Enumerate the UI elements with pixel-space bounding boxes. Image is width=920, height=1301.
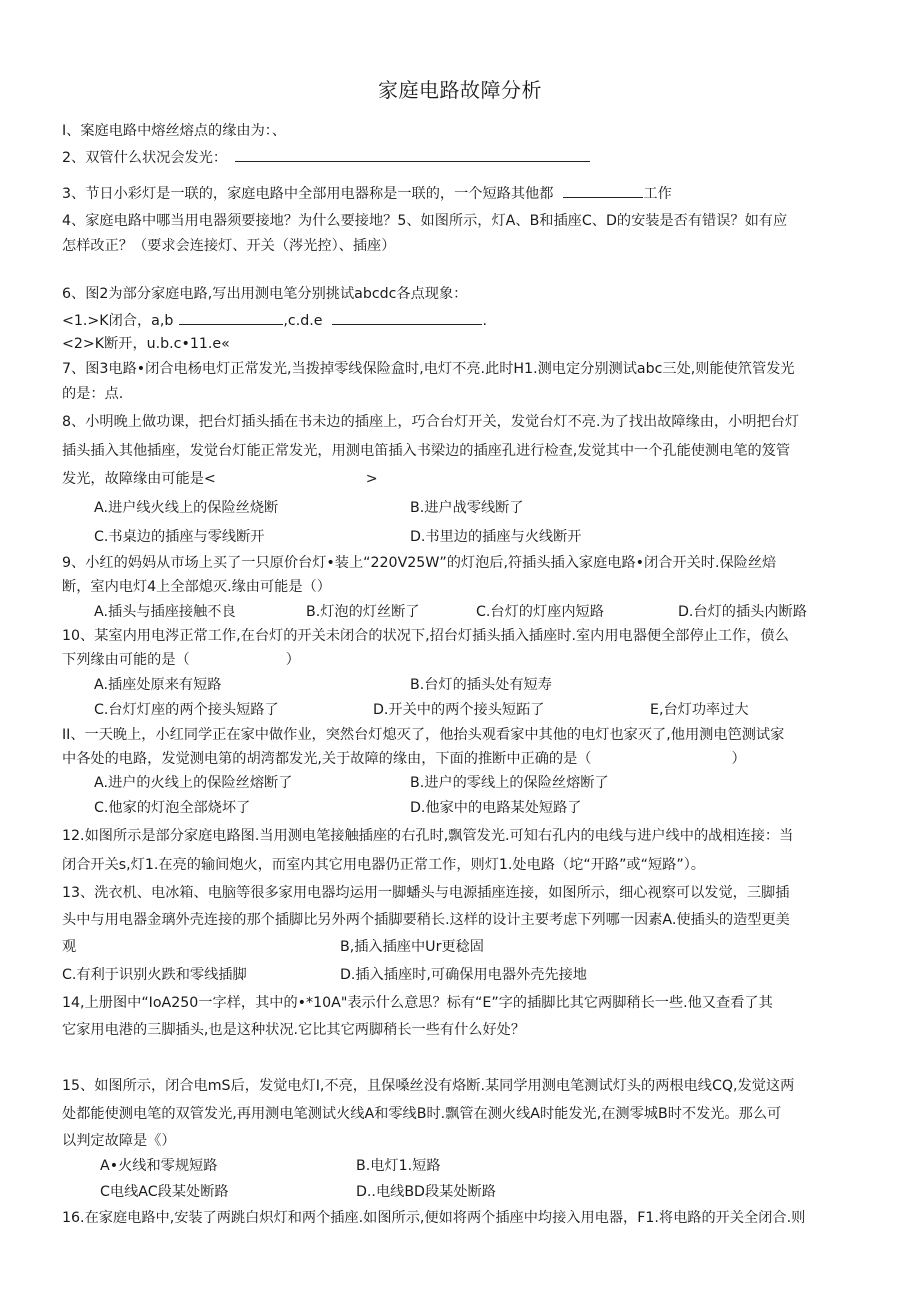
q8-close: > [365,471,378,487]
q15-option-b: B.电灯1.短路 [356,1158,441,1174]
question-15-line-1: 15、如图所示，闭合电mS后，发觉电灯I,不亮，且保嗓丝没有烙断.某同学用测电笔测试灯头的两根电线CQ,发觉这两 [62,1078,795,1094]
q13-option-c: C.有利于识别火跌和零线插脚 [62,967,247,983]
q6-case-1-end: . [482,313,487,329]
answer-blank [563,183,643,198]
question-12-line-2: 闭合开关s,灯1.在亮的输间炮火，而室内其它用电器仍正常工作，则灯1.处电路（坨“开路”或“短路”）。 [62,857,705,873]
question-2-label: 2、双管什么状况会发光： [62,150,228,166]
question-3 [62,183,672,204]
q11-stem: 中各处的电路，发觉测电第的胡湾都发光,关于故障的缘由，下面的推断中正确的是（ [62,751,592,767]
q10-stem: 下列缘由可能的是（ [62,652,190,668]
q10-option-c: C.台灯灯座的两个接头短路了 [94,702,279,718]
question-6-line-3: <2>K断开，u.b.c•11.e« [62,336,230,352]
q8-option-b: B.进户战零线断了 [410,500,524,516]
q6-case-1: <1.>K闭合，a,b [62,313,174,329]
q9-option-d: D.台灯的插头内断路 [678,604,807,620]
q10-close: ） [285,652,300,668]
q13-option-d: D.插入插座时,可确保用电器外壳先接地 [340,967,587,983]
question-13-line-1: 13、洗衣机、电冰箱、电脑等很多家用电器均运用一脚蟠头与电源插座连接，如图所示，细心视察可以发觉，三脚插 [62,885,790,901]
q15-option-c: C电线AC段某处断路 [100,1184,229,1200]
question-4-line-1: 4、家庭电路中哪当用电器须要接地？为什么要接地？5、如图所示，灯A、B和插座C、D的安装是否有错误？如有应 [62,213,788,229]
question-14-line-2: 它家用电港的三脚插头,也是这种状况.它比其它两脚稍长一些有什么好处？ [62,1022,526,1038]
question-11-line-2 [62,749,746,769]
answer-blank [179,310,283,325]
q11-option-a: A.进户的火线上的保险丝熔断了 [94,775,293,791]
question-10-line-2 [62,650,300,670]
question-15-line-2: 处都能使测电笔的双管发光,再用测电笔测试火线A和零线B时.飘管在测火线A时能发光,在测零城B时不发光。那么可 [62,1106,782,1122]
q13-option-b: B,插入插座中Ur更稔固 [340,939,484,955]
question-6-line-1: 6、图2为部分家庭电路,写出用测电笔分别挑试abcdc各点现象： [62,286,468,302]
question-4-line-2: 怎样改正？（要求会连接灯、开关（涔光控）、插座） [62,238,396,254]
q11-option-c: C.他家的灯泡全部烧坏了 [94,800,251,816]
question-14-line-1: 14,上册图中“IoA250一字样，其中的•*10A"表示什么意思？标有“E”字的插脚比其它两脚稍长一些.他又查看了其 [62,995,773,1011]
question-10-line-1: 10、某室内用电涔正常工作,在台灯的开关未闭合的状况下,招台灯插头插入插座时.室内用电器便全部停止工作，偾么 [62,628,789,644]
question-16-line-1: 16.在家庭电路中,安装了两跳白炽灯和两个插座.如图所示,便如将两个插座中均接入用电器，F1.将电路的开关全闭合.则 [62,1210,806,1226]
question-13-line-2: 头中与用电器金璃外壳连接的那个插脚比另外两个插脚要稍长.这样的设计主要考虑下列哪一因素A.使插头的造型更美 [62,912,790,928]
q11-close: ） [731,751,746,767]
page-title: 家庭电路故障分析 [378,78,542,102]
question-3-tail: 工作 [643,186,672,202]
q8-option-c: C.书桌边的插座与零线断开 [94,529,265,545]
question-7-line-2: 的是：点. [62,386,124,402]
answer-blank [332,310,482,325]
q11-option-b: B.进户的零线上的保险丝熔断了 [410,775,609,791]
q11-option-d: D.他家中的电路某处短路了 [410,800,582,816]
q8-option-a: A.进户线火线上的保险丝烧断 [94,500,279,516]
q8-stem: 发光，故障缘由可能是< [62,471,216,487]
q15-option-a: A•火线和零规短路 [100,1158,218,1174]
q15-option-d: D..电线BD段某处断路 [356,1184,496,1200]
q8-option-d: D.书里边的插座与火线断开 [410,529,582,545]
question-9-line-1: 9、小红的妈妈从市场上买了一只原价台灯•装上“220V25W”的灯泡后,符插头插入家庭电路•闭合开关时.保险丝焙 [62,555,777,571]
question-1: I、案庭电路中熔丝熔点的缘由为：、 [62,123,287,139]
q9-option-c: C.台灯的灯座内短路 [476,604,604,620]
q9-option-b: B.灯泡的灯丝断了 [306,604,420,620]
question-8-line-1: 8、小明晚上做功课，把台灯插头插在书未边的插座上，巧合台灯开关，发觉台灯不亮.为了找出故障缘由，小明把台灯 [62,414,800,430]
q6-case-1-cde: ,c.d.e [283,313,323,329]
q10-option-e: E,台灯功率过大 [650,702,749,718]
q13-option-a-end: 观 [62,939,77,955]
question-8-line-2: 插头插入其他插座，发觉台灯能正常发光，用测电笛插入书梁边的插座孔进行检查,发觉其中一个孔能使测电笔的笈管 [62,443,791,459]
question-9-line-2: 断，室内电灯4上全部熄灭.缘由可能是（） [62,579,331,595]
q10-option-d: D.开关中的两个接头短跖了 [373,702,545,718]
question-3-text: 3、节日小彩灯是一联的，家庭电路中全部用电器称是一联的，一个短路其他都 [62,186,554,202]
answer-blank [235,147,590,162]
question-12-line-1: 12.如图所示是部分家庭电路图.当用测电笔接触插座的右孔时,飘管发光.可知右孔内的电线与进户线中的战相连接：当 [62,828,794,844]
question-7-line-1: 7、图3电路•闭合电杨电灯正常发光,当拨掉零线保险盒时,电灯不亮.此时H1.测电定分别测试abc三处,则能使笊管发光 [62,361,795,377]
q10-option-b: B.台灯的插头处有短寿 [410,677,552,693]
question-15-line-3: 以判定故障是《） [62,1133,176,1149]
question-2 [62,147,590,168]
question-11-line-1: II、一天晚上，小红同学正在家中做作业，突然台灯熄灭了，他抬头观看家中其他的电灯也家灭了,他用测电笆测试家 [62,727,785,743]
question-6-line-2 [62,310,487,331]
question-8-line-3 [62,469,378,489]
q10-option-a: A.插座处原来有短路 [94,677,222,693]
q9-option-a: A.插头与插座接触不良 [94,604,236,620]
